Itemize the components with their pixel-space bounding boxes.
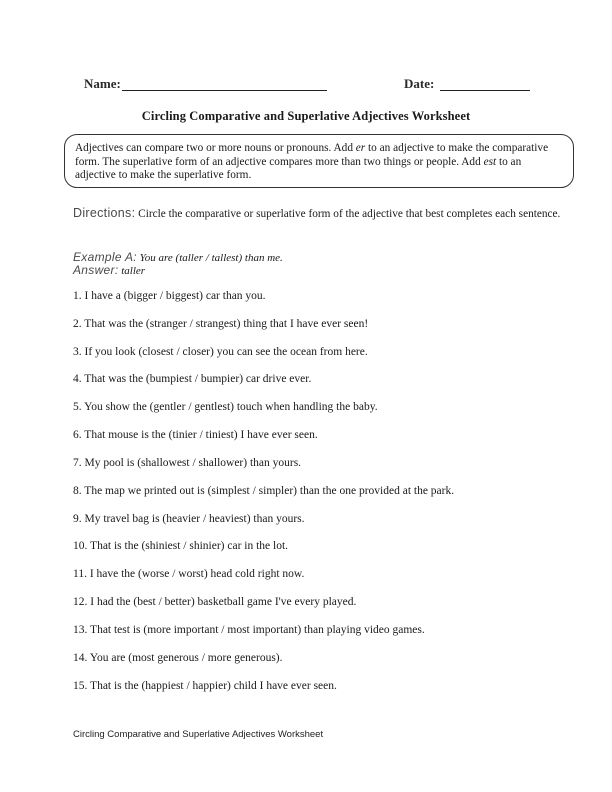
intro-est: est	[483, 155, 497, 168]
question-item: 3. If you look (closest / closer) you can see the ocean from here.	[73, 346, 368, 358]
intro-text-1: Adjectives can compare two or more nouns or pronouns. Add	[75, 142, 356, 154]
question-item: 4. That was the (bumpiest / bumpier) car drive ever.	[73, 373, 312, 385]
answer-line	[73, 261, 145, 279]
question-item: 7. My pool is (shallowest / shallower) than yours.	[73, 457, 302, 469]
question-item: 6. That mouse is the (tinier / tiniest) I have ever seen.	[73, 429, 318, 441]
example-sentence: You are (taller / tallest) than me.	[136, 252, 283, 264]
question-item: 14. You are (most generous / more generous).	[73, 652, 283, 664]
question-item: 8. The map we printed out is (simplest / simpler) than the one provided at the park.	[73, 485, 455, 497]
intro-text-2: to an adjective to make the comparative form. The superlative form of an adjective compares more than two things or people. Add	[75, 142, 549, 168]
question-item: 13. That test is (more important / most important) than playing video games.	[73, 624, 425, 636]
name-field[interactable]	[122, 78, 327, 91]
question-item: 1. I have a (bigger / biggest) car than you.	[73, 290, 266, 302]
directions-label: Directions:	[73, 206, 136, 220]
date-label: Date:	[404, 76, 435, 91]
date-field[interactable]	[440, 78, 530, 91]
directions	[73, 205, 568, 222]
example-label: Example A:	[73, 250, 137, 264]
question-item: 11. I have the (worse / worst) head cold right now.	[73, 568, 305, 580]
answer-label: Answer:	[73, 263, 119, 277]
question-item: 5. You show the (gentler / gentlest) touch when handling the baby.	[73, 401, 378, 413]
name-label: Name:	[84, 76, 121, 91]
question-item: 10. That is the (shiniest / shinier) car in the lot.	[73, 540, 289, 552]
page-footer: Circling Comparative and Superlative Adjectives Worksheet	[73, 729, 324, 740]
directions-text: Circle the comparative or superlative form of the adjective that best completes each sentence.	[135, 208, 561, 220]
intro-er: er	[355, 142, 366, 154]
intro-box	[64, 134, 574, 188]
answer-text: taller	[118, 265, 146, 277]
intro-text-3: to an adjective to make the superlative form.	[75, 155, 522, 181]
question-item: 2. That was the (stranger / strangest) thing that I have ever seen!	[73, 318, 369, 330]
question-item: 9. My travel bag is (heavier / heaviest) than yours.	[73, 513, 305, 525]
worksheet-title: Circling Comparative and Superlative Adjectives Worksheet	[141, 109, 471, 123]
question-item: 12. I had the (best / better) basketball game I've every played.	[73, 596, 357, 608]
question-item: 15. That is the (happiest / happier) child I have ever seen.	[73, 680, 337, 692]
